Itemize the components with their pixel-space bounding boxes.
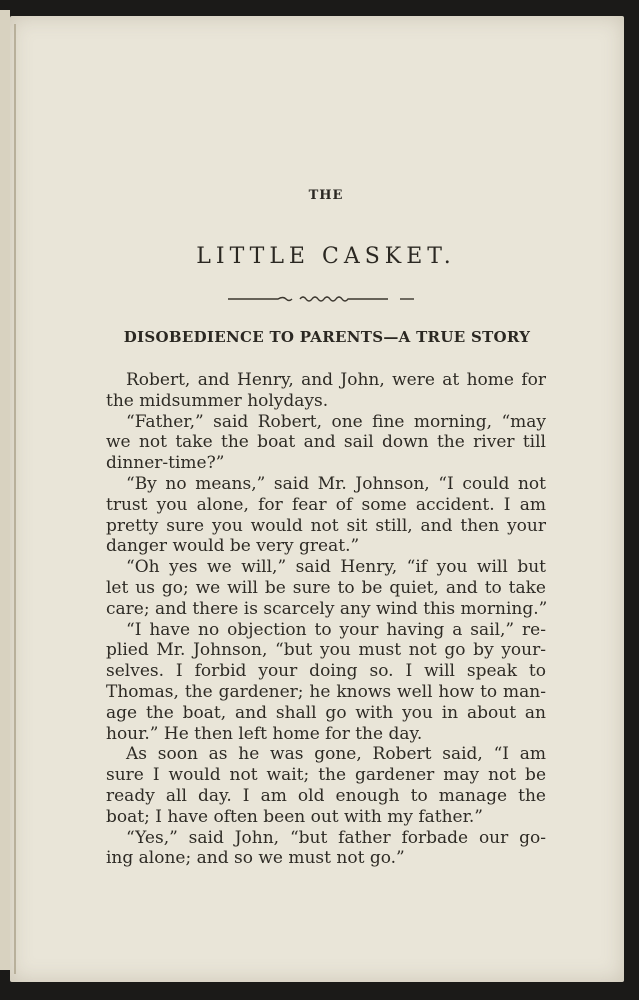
text-line: Thomas, the gardener; he knows well how to man- <box>106 681 546 702</box>
header-the: THE <box>308 188 344 203</box>
text-line: selves. I forbid your doing so. I will speak to <box>106 661 546 682</box>
text-line: plied Mr. Johnson, “but you must not go by your- <box>106 640 546 661</box>
text-line: “Oh yes we will,” said Henry, “if you will but <box>126 557 546 578</box>
text-line: trust you alone, for fear of some accident. I am <box>106 494 546 515</box>
text-line: boat; I have often been out with my father.” <box>106 806 483 827</box>
text-line: As soon as he was gone, Robert said, “I am <box>126 744 546 765</box>
page-edge <box>0 10 10 970</box>
text-line: “I have no objection to your having a sail,” re- <box>126 619 546 640</box>
text-line: dinner-time?” <box>106 453 225 474</box>
text-line: Robert, and Henry, and John, were at home for <box>126 370 546 390</box>
text-line: the midsummer holydays. <box>106 390 329 411</box>
book-title: LITTLE CASKET. <box>196 244 456 269</box>
body-text <box>106 370 546 869</box>
page-gutter <box>14 24 16 974</box>
text-line: “Father,” said Robert, one fine morning, “may <box>126 411 546 432</box>
text-line: age the boat, and shall go with you in about an <box>106 702 546 723</box>
text-line: care; and there is scarcely any wind this morning.” <box>106 598 548 619</box>
text-line: danger would be very great.” <box>106 536 360 557</box>
text-line: ready all day. I am old enough to manage the <box>106 785 546 806</box>
text-line: sure I would not wait; the gardener may not be <box>106 765 546 786</box>
text-line: ing alone; and so we must not go.” <box>106 848 405 869</box>
text-line: pretty sure you would not sit still, and then your <box>106 515 546 536</box>
text-line: “By no means,” said Mr. Johnson, “I could not <box>126 473 546 494</box>
text-line: we not take the boat and sail down the river till <box>106 432 546 453</box>
text-line: let us go; we will be sure to be quiet, and to take <box>106 577 546 598</box>
ornament-rule-icon <box>228 292 418 306</box>
chapter-title: DISOBEDIENCE TO PARENTS—A TRUE STORY <box>123 328 531 346</box>
text-line: “Yes,” said John, “but father forbade our go- <box>126 827 546 848</box>
text-line: hour.” He then left home for the day. <box>106 723 423 744</box>
